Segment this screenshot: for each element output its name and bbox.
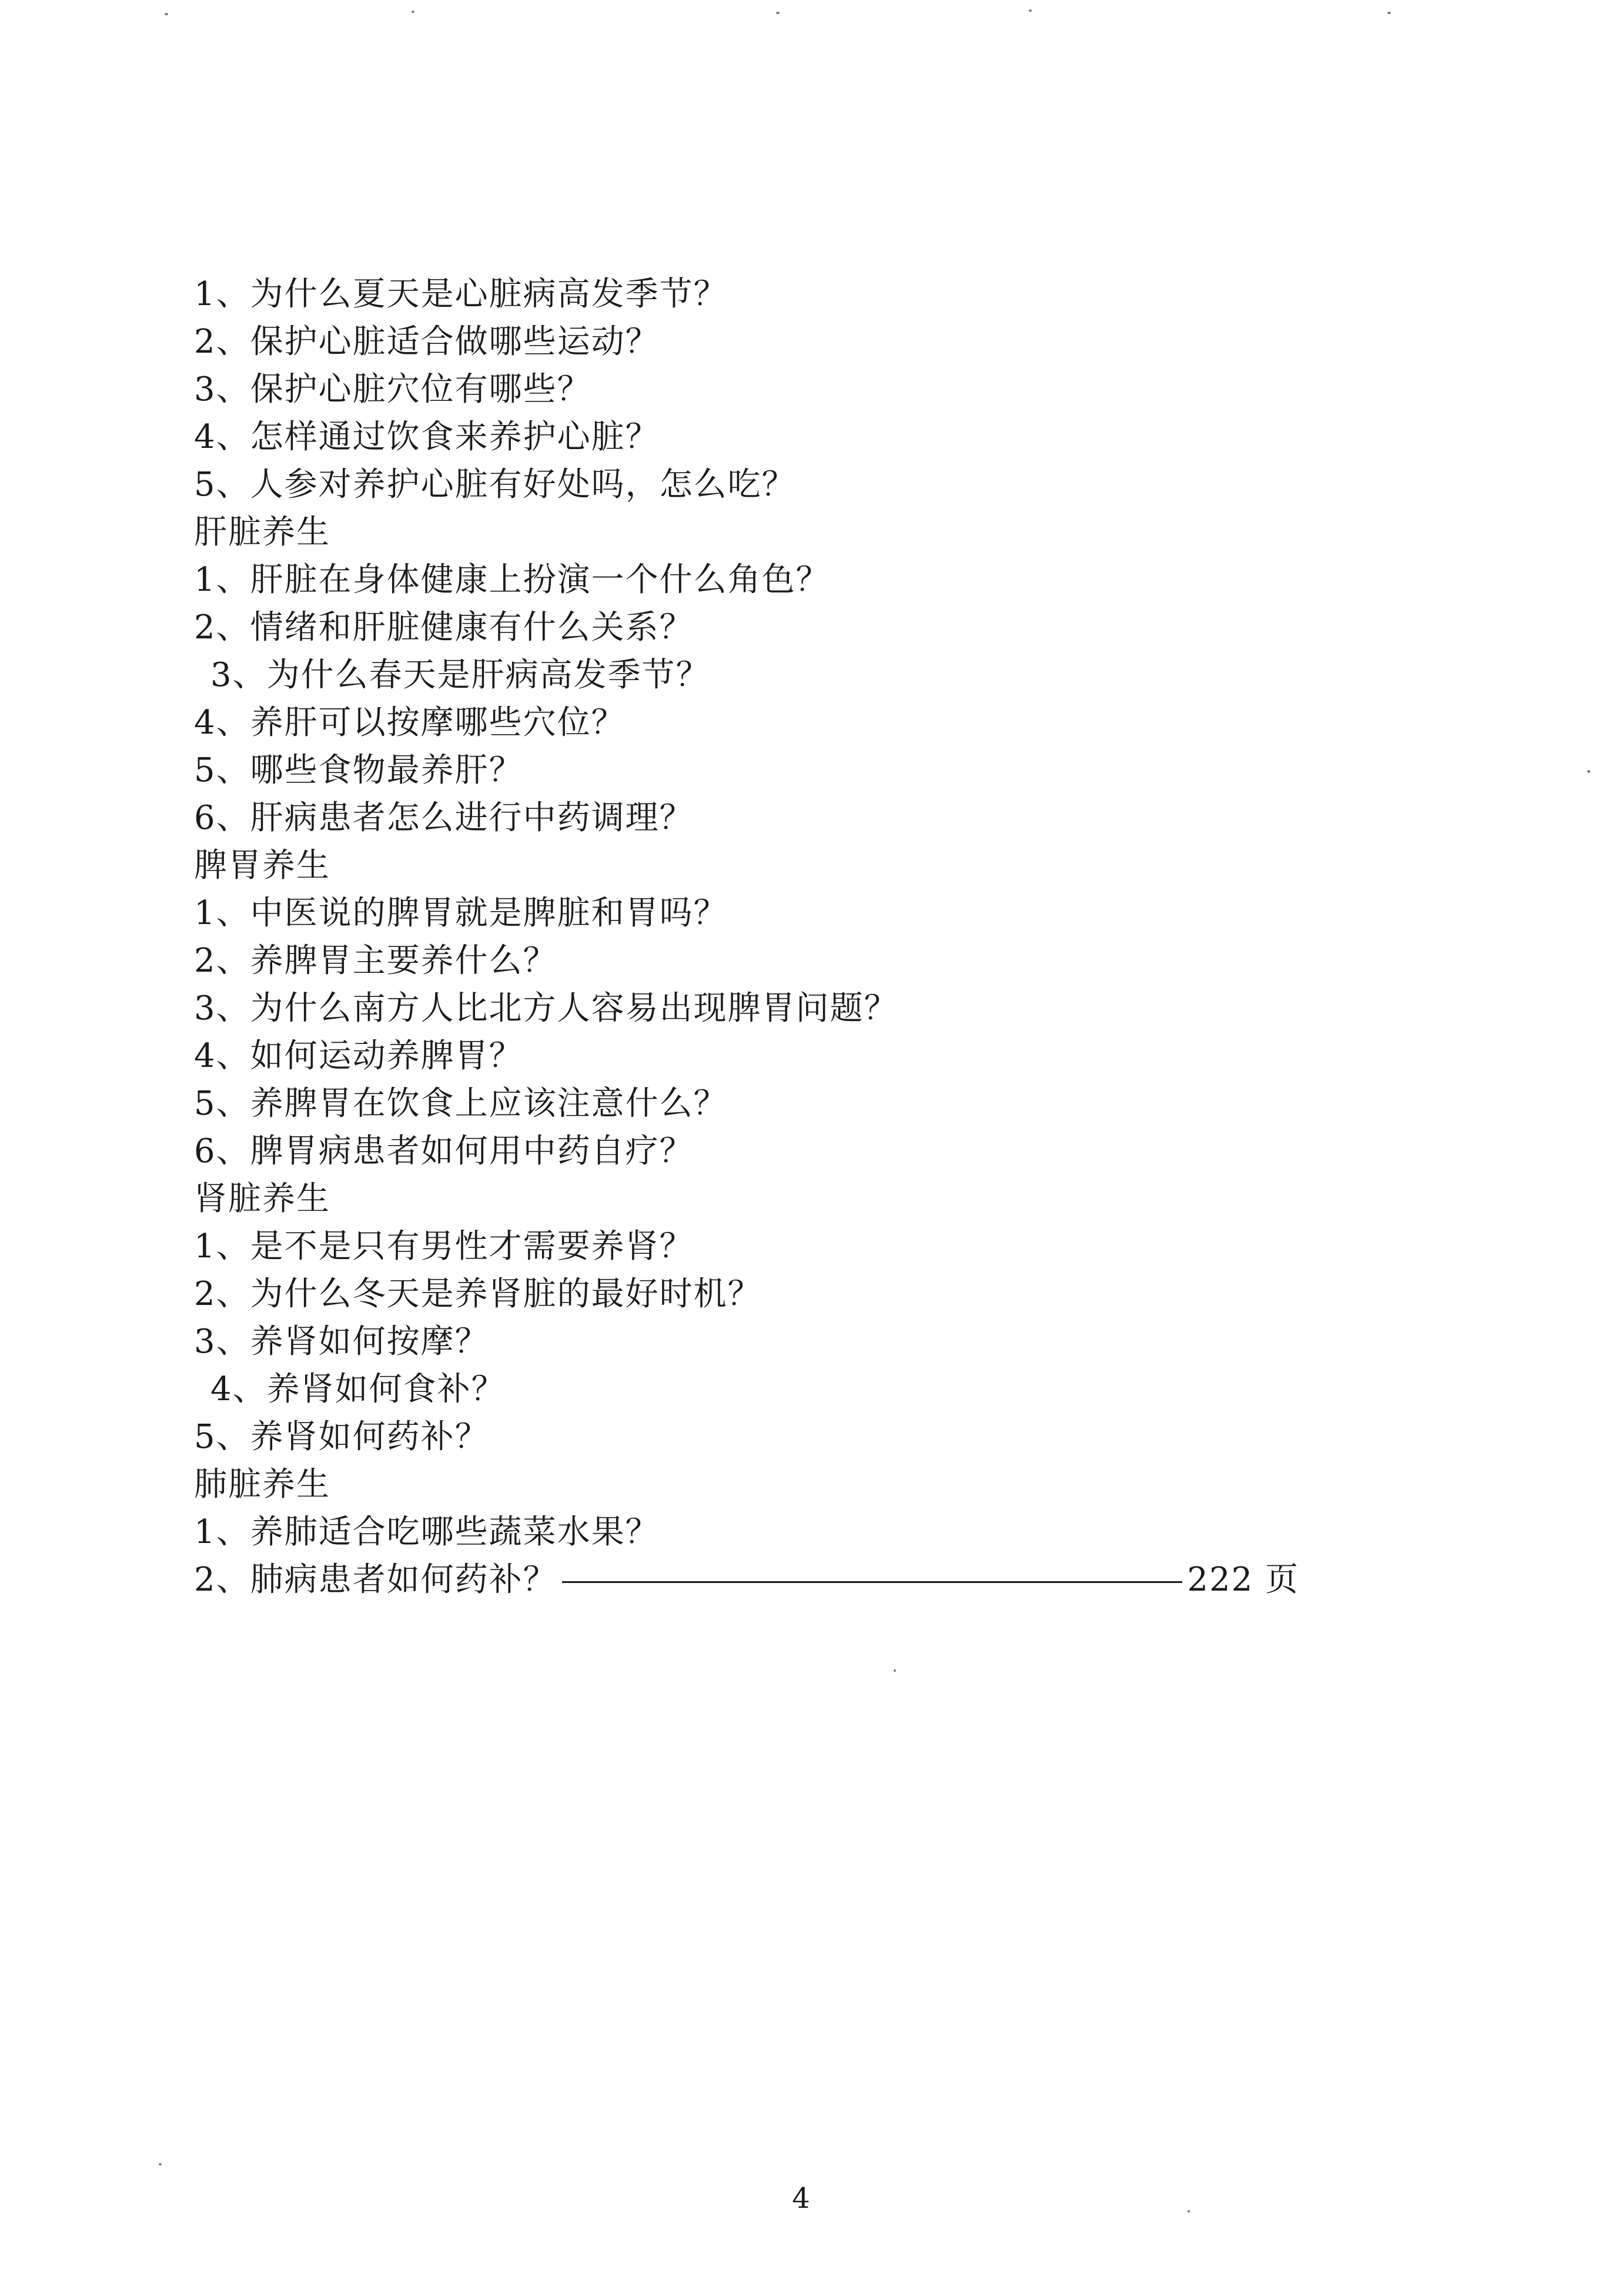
toc-item: 1、为什么夏天是心脏病高发季节？ — [194, 275, 728, 313]
section-heading: 脾胃养生 — [194, 846, 330, 885]
toc-item: 3、为什么南方人比北方人容易出现脾胃问题？ — [194, 989, 898, 1027]
scan-speck — [165, 13, 168, 15]
toc-page-reference: 222 页 — [1187, 1561, 1299, 1599]
scan-speck — [1029, 9, 1032, 12]
toc-item: 1、肝脏在身体健康上扮演一个什么角色？ — [194, 561, 830, 599]
toc-item: 2、保护心脏适合做哪些运动？ — [194, 323, 660, 361]
toc-item-question: 2、肺病患者如何药补？ — [194, 1561, 557, 1599]
toc-item: 4、怎样通过饮食来养护心脏？ — [194, 418, 660, 456]
toc-item: 4、养肝可以按摩哪些穴位？ — [194, 704, 626, 742]
scan-speck — [159, 2163, 162, 2166]
section-heading: 肺脏养生 — [194, 1465, 330, 1504]
toc-item: 2、养脾胃主要养什么？ — [194, 942, 557, 980]
toc-item: 1、养肺适合吃哪些蔬菜水果？ — [194, 1513, 660, 1551]
toc-item: 5、哪些食物最养肝？ — [194, 751, 523, 789]
table-of-contents — [194, 270, 1370, 1604]
page-number: 4 — [792, 2182, 810, 2215]
toc-item: 6、脾胃病患者如何用中药自疗？ — [194, 1132, 694, 1170]
toc-item-with-page — [194, 1556, 1299, 1604]
toc-item: 2、情绪和肝脏健康有什么关系？ — [194, 608, 694, 647]
toc-item: 4、养肾如何食补？ — [210, 1370, 506, 1408]
scan-speck — [412, 11, 414, 13]
scan-speck — [1587, 770, 1590, 773]
toc-item: 4、如何运动养脾胃？ — [194, 1037, 523, 1075]
toc-item: 2、为什么冬天是养肾脏的最好时机？ — [194, 1275, 762, 1313]
toc-item: 3、保护心脏穴位有哪些？ — [194, 370, 591, 409]
scan-speck — [1188, 2210, 1190, 2213]
toc-item: 3、养肾如何按摩？ — [194, 1323, 489, 1361]
scan-speck — [776, 12, 780, 14]
toc-item: 6、肝病患者怎么进行中药调理？ — [194, 799, 694, 837]
scan-speck — [1387, 12, 1391, 14]
toc-item: 3、为什么春天是肝病高发季节？ — [210, 656, 710, 694]
toc-item: 5、人参对养护心脏有好处吗，怎么吃？ — [194, 466, 796, 504]
leader-line — [562, 1581, 1183, 1583]
toc-item: 5、养肾如何药补？ — [194, 1418, 489, 1456]
section-heading: 肝脏养生 — [194, 513, 330, 551]
toc-item: 1、中医说的脾胃就是脾脏和胃吗？ — [194, 894, 728, 932]
toc-item: 1、是不是只有男性才需要养肾？ — [194, 1227, 694, 1266]
section-heading: 肾脏养生 — [194, 1180, 330, 1218]
scan-speck — [894, 1669, 896, 1672]
toc-item: 5、养脾胃在饮食上应该注意什么？ — [194, 1085, 728, 1123]
